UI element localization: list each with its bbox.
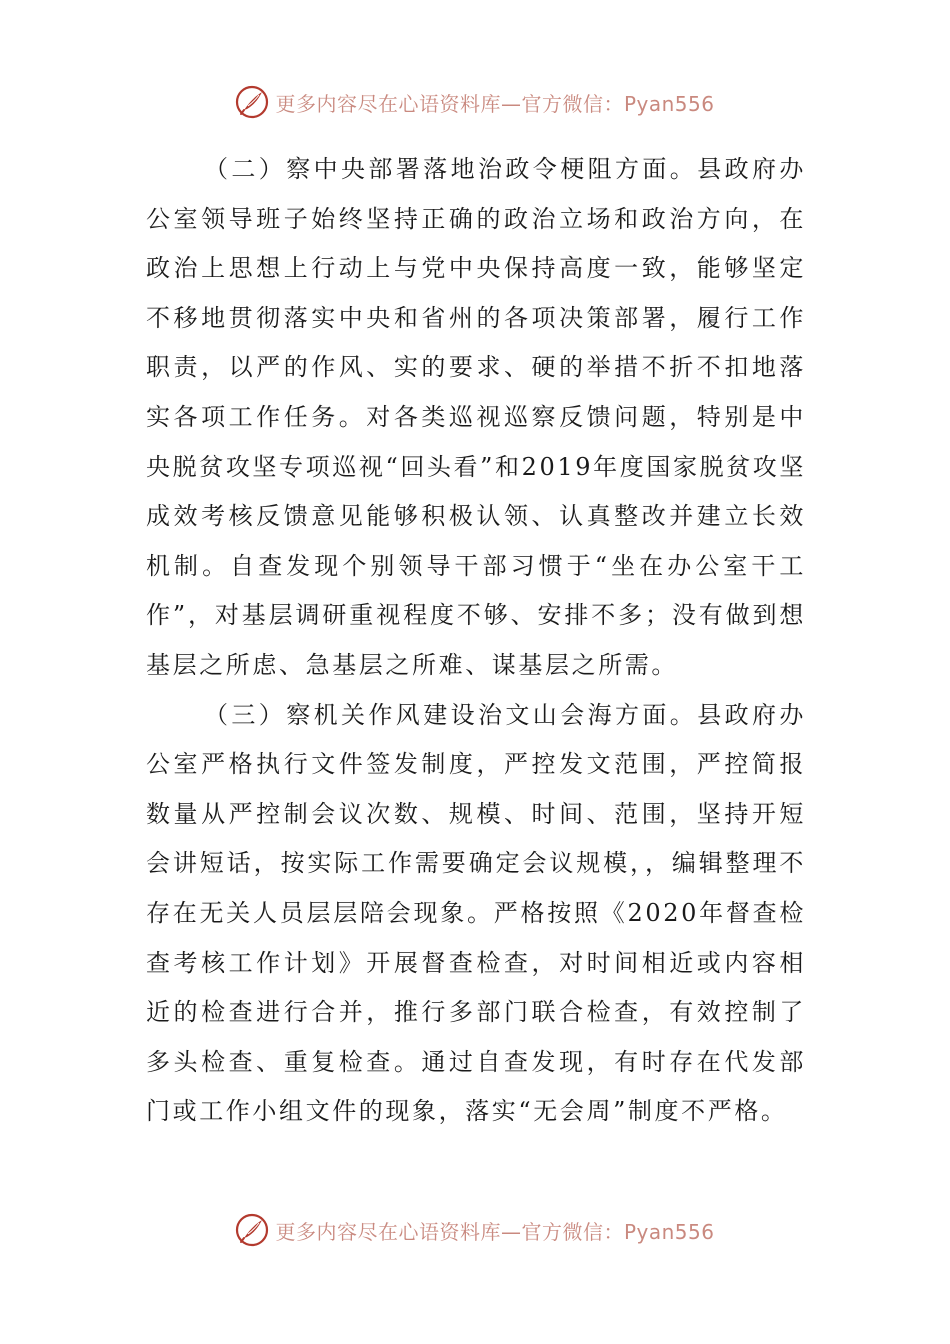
paragraph-section-three: （三）察机关作风建设治文山会海方面。县政府办公室严格执行文件签发制度，严控发文范围，严控简报数量从严控制会议次数、规模、时间、范围，坚持开短会讲短话，按实际工作需要确定会议规模，，编辑整理不存在无关人员层层陪会现象。严格按照《2020年督查检查考核工作计划》开展督查检查，对时间相近或内容相近的检查进行合并，推行多部门联合检查，有效控制了多头检查、重复检查。通过自查发现，有时存在代发部门或工作小组文件的现象，落实“无会周”制度不严格。: [146, 700, 806, 1126]
watermark-text: 更多内容尽在心语资料库—官方微信：Pyan556: [275, 91, 715, 116]
footer-watermark: [0, 1210, 950, 1250]
header-watermark: [0, 82, 950, 122]
quill-pen-logo-icon: [235, 1213, 269, 1247]
quill-pen-logo-icon: [235, 85, 269, 119]
paragraph-section-two: （二）察中央部署落地治政令梗阻方面。县政府办公室领导班子始终坚持正确的政治立场和政治方向，在政治上思想上行动上与党中央保持高度一致，能够坚定不移地贯彻落实中央和省州的各项决策部署，履行工作职责，以严的作风、实的要求、硬的举措不折不扣地落实各项工作任务。对各类巡视巡察反馈问题，特别是中央脱贫攻坚专项巡视“回头看”和2019年度国家脱贫攻坚成效考核反馈意见能够积极认领、认真整改并建立长效机制。自查发现个别领导干部习惯于“坐在办公室干工作”，对基层调研重视程度不够、安排不多；没有做到想基层之所虑、急基层之所难、谋基层之所需。: [146, 155, 806, 679]
document-body: [146, 145, 806, 1137]
watermark-text: 更多内容尽在心语资料库—官方微信：Pyan556: [275, 1219, 715, 1244]
